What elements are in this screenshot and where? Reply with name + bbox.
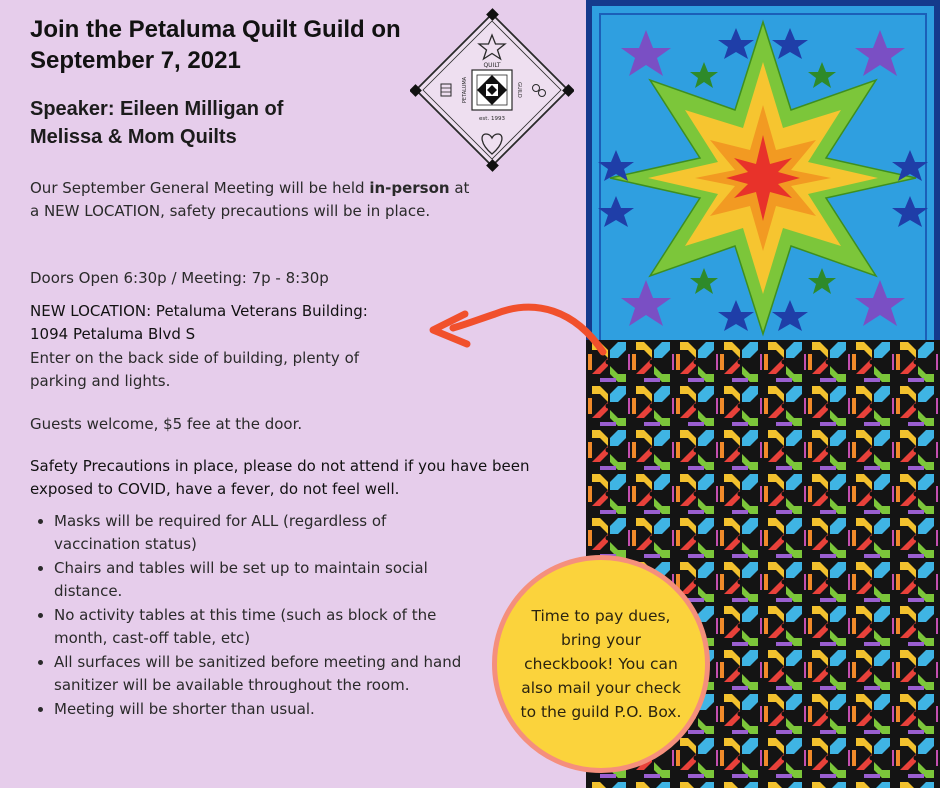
location-line-1: NEW LOCATION: Petaluma Veterans Building:: [30, 302, 368, 320]
lone-star-quilt-photo: [586, 0, 940, 356]
doors-time: Doors Open 6:30p / Meeting: 7p - 8:30p: [30, 269, 329, 287]
intro-text-end: at a NEW LOCATION, safety precautions will be in place.: [30, 179, 470, 220]
speaker-line-2: Melissa & Mom Quilts: [30, 126, 237, 148]
list-item: • All surfaces will be sanitized before meeting and hand sanitizer will be available throughout the room.: [54, 651, 484, 697]
guild-logo: [410, 8, 574, 172]
intro-text: Our September General Meeting will be held: [30, 179, 370, 197]
list-item: • Chairs and tables will be set up to maintain social distance.: [54, 557, 454, 603]
list-item: • Meeting will be shorter than usual.: [54, 698, 474, 721]
safety-list: [30, 510, 524, 722]
page-title: [30, 14, 470, 76]
location-block: [30, 300, 450, 346]
title-line-2: September 7, 2021: [30, 47, 241, 74]
list-item: • No activity tables at this time (such as block of the month, cast-off table, etc): [54, 604, 474, 650]
logo-est-text: est. 1993: [479, 116, 505, 122]
speaker-line-1: Speaker: Eileen Milligan of: [30, 98, 284, 120]
dues-reminder-text: Time to pay dues, bring your checkbook! You can also mail your check to the guild P.O. Box.: [520, 607, 682, 721]
location-note: Enter on the back side of building, plenty of parking and lights.: [30, 349, 360, 390]
quilt-block-icon: [472, 70, 512, 110]
guests-note: Guests welcome, $5 fee at the door.: [30, 415, 303, 433]
curved-arrow-icon: [425, 300, 610, 360]
title-line-1: Join the Petaluma Quilt Guild on: [30, 16, 401, 43]
safety-intro: Safety Precautions in place, please do not attend if you have been exposed to COVID, have a fever, do not feel well.: [30, 457, 530, 498]
dues-reminder-badge: [492, 555, 710, 773]
speaker-heading: [30, 95, 410, 151]
intro-paragraph: [30, 177, 470, 223]
logo-quilt-text: QUILT: [483, 62, 501, 69]
logo-petaluma-text: PETALUMA: [462, 76, 468, 104]
list-item: • Masks will be required for ALL (regardless of vaccination status): [54, 510, 454, 556]
logo-guild-text: GUILD: [516, 82, 522, 98]
location-line-2: 1094 Petaluma Blvd S: [30, 325, 196, 343]
intro-bold-text: in-person: [369, 179, 450, 197]
